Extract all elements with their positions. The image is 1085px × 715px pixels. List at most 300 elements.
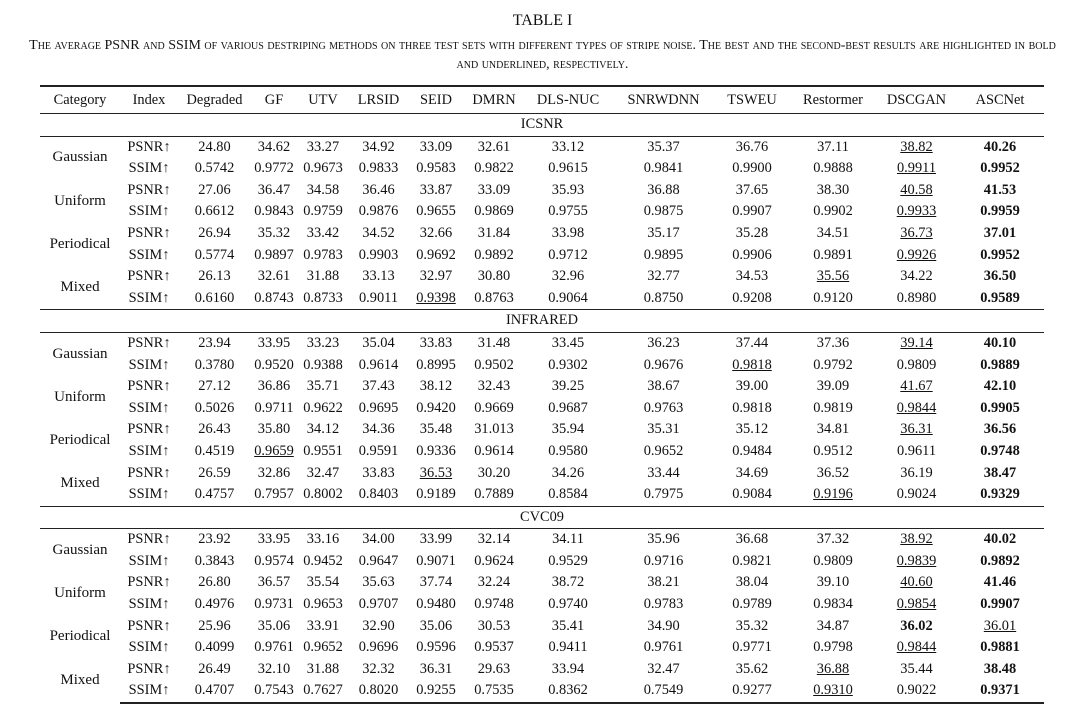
value-cell: 0.9903 [358,246,399,263]
section-title: ICSNR [40,114,1044,137]
table-row [40,223,1044,245]
table-row [40,463,1044,485]
value-cell [956,594,1044,616]
best-value: 36.50 [983,268,1017,285]
column-header: GF [264,92,284,108]
best-value: 0.9959 [980,203,1020,220]
value-cell [956,616,1044,638]
value-cell: 0.9676 [643,356,684,373]
best-value: 0.9952 [980,246,1020,263]
column-header: DSCGAN [886,92,947,108]
table-row [40,441,1044,463]
value-cell: 35.93 [551,181,585,198]
category-cell: Gaussian [52,345,108,362]
value-cell: 33.87 [419,181,453,198]
value-cell: 33.12 [551,138,585,155]
table-row [40,376,1044,398]
value-cell [956,288,1044,310]
table-row [40,245,1044,267]
value-cell: 0.8733 [303,289,343,306]
value-cell: 34.90 [647,617,680,634]
best-value: 0.9889 [980,356,1020,373]
table-row [40,551,1044,573]
value-cell [877,136,956,158]
value-cell [956,419,1044,441]
best-value: 42.10 [983,378,1017,395]
table-row [40,637,1044,659]
best-value: 0.9329 [980,486,1020,503]
value-cell: 0.9529 [548,552,588,569]
column-header: UTV [308,92,338,108]
value-cell: 34.69 [735,464,769,481]
value-cell: 26.43 [198,421,231,438]
value-cell: 35.12 [735,421,769,438]
index-cell: PSNR↑ [127,224,171,241]
value-cell: 0.7535 [464,680,524,703]
best-value: 40.02 [983,531,1017,548]
value-cell: 0.4976 [194,596,235,613]
value-cell: 0.9907 [732,203,772,220]
best-value: 41.53 [983,181,1017,198]
second-best-value: 0.9926 [896,246,937,263]
value-cell: 26.80 [198,574,231,591]
column-header: DMRN [472,92,516,108]
value-cell: 33.83 [419,334,453,351]
value-cell: 0.9208 [732,289,772,306]
value-cell: 0.9655 [416,203,456,220]
value-cell: 0.9761 [643,639,684,656]
value-cell: 0.6612 [194,203,235,220]
value-cell: 34.81 [816,421,850,438]
value-cell: 37.44 [735,334,769,351]
category-cell: Gaussian [52,542,108,559]
column-header: TSWEU [727,92,777,108]
value-cell: 30.53 [477,617,511,634]
table-caption: The average PSNR and SSIM of various destriping methods on three test sets with different types of stripe noise. The best and the second-best results are highlighted in bold and underlined, respectively. [29,38,1056,72]
value-cell: 0.9502 [474,356,514,373]
value-cell: 0.9875 [643,203,684,220]
value-cell: 32.61 [257,268,291,285]
value-cell: 0.9792 [813,356,853,373]
second-best-value: 36.31 [900,421,933,438]
value-cell: 0.9834 [813,596,853,613]
index-cell: SSIM↑ [128,639,170,656]
second-best-value: 0.9933 [896,203,937,220]
value-cell: 37.65 [735,181,769,198]
value-cell: 35.48 [419,421,453,438]
best-value: 38.48 [983,660,1017,677]
value-cell: 0.9731 [254,596,294,613]
second-best-value: 0.9398 [416,289,456,306]
value-cell: 0.8020 [349,680,408,703]
value-cell: 23.94 [198,334,231,351]
value-cell: 0.9771 [732,639,772,656]
value-cell: 0.9707 [358,596,399,613]
second-best-value: 39.14 [900,334,933,351]
category-cell: Mixed [60,475,100,492]
best-value: 0.9748 [980,442,1020,459]
value-cell [408,288,464,310]
value-cell: 0.9512 [813,442,853,459]
value-cell: 36.57 [257,574,291,591]
value-cell: 38.04 [735,574,769,591]
value-cell: 0.9755 [548,203,588,220]
value-cell: 0.8995 [416,356,456,373]
value-cell: 35.17 [647,224,680,241]
value-cell [251,441,297,463]
value-cell: 0.9740 [548,596,588,613]
best-value: 36.02 [900,617,933,634]
value-cell [956,529,1044,551]
value-cell: 35.41 [551,617,585,634]
second-best-value: 36.88 [816,660,850,677]
column-header: ASCNet [975,92,1025,108]
value-cell: 0.9596 [416,639,456,656]
value-cell: 34.53 [735,268,769,285]
value-cell: 0.4519 [194,442,235,459]
category-cell: Uniform [54,585,106,602]
value-cell: 0.7889 [474,486,514,503]
value-cell [956,551,1044,573]
value-cell: 0.9022 [877,680,956,703]
best-value: 41.46 [983,574,1017,591]
value-cell [956,223,1044,245]
value-cell: 33.27 [306,138,340,155]
category-cell: Uniform [54,192,106,209]
value-cell [956,245,1044,267]
value-cell: 24.80 [198,138,231,155]
index-cell: PSNR↑ [127,617,171,634]
value-cell: 34.22 [900,268,933,285]
table-row [40,180,1044,202]
value-cell [877,398,956,420]
value-cell [956,332,1044,354]
second-best-value: 35.56 [816,268,850,285]
value-cell: 0.9789 [732,596,772,613]
category-cell: Mixed [60,278,100,295]
value-cell [956,376,1044,398]
value-cell: 34.26 [551,464,585,481]
value-cell: 0.7543 [251,680,297,703]
value-cell: 26.49 [198,660,231,677]
value-cell [877,376,956,398]
value-cell: 25.96 [198,617,231,634]
value-cell: 38.30 [816,181,850,198]
value-cell: 36.86 [257,378,291,395]
table-row [40,659,1044,681]
value-cell: 34.87 [816,617,850,634]
value-cell: 0.9692 [416,246,456,263]
value-cell [956,572,1044,594]
value-cell: 34.92 [362,138,395,155]
value-cell: 32.24 [477,574,511,591]
value-cell: 0.9611 [896,442,937,459]
index-cell: PSNR↑ [127,378,171,395]
index-cell: SSIM↑ [128,442,170,459]
value-cell: 33.09 [477,181,511,198]
category-cell: Periodical [49,432,111,449]
value-cell: 0.6160 [194,289,235,306]
value-cell: 0.9712 [548,246,588,263]
value-cell: 35.32 [257,224,291,241]
second-best-value: 0.9310 [813,682,853,699]
table-row [40,201,1044,223]
value-cell: 0.7975 [643,486,684,503]
value-cell: 32.86 [257,464,291,481]
value-cell: 31.84 [477,224,511,241]
value-cell [956,441,1044,463]
table-row [40,158,1044,180]
value-cell: 0.5026 [194,399,235,416]
value-cell: 0.9652 [643,442,684,459]
value-cell: 0.9833 [358,160,399,177]
value-cell: 32.61 [477,138,511,155]
value-cell: 0.5742 [194,160,235,177]
value-cell: 0.8403 [358,486,399,503]
value-cell: 0.7957 [254,486,294,503]
value-cell: 26.59 [198,464,231,481]
column-header: DLS-NUC [536,92,600,108]
value-cell: 0.9420 [416,399,456,416]
value-cell: 0.9336 [416,442,456,459]
value-cell: 0.9673 [303,160,343,177]
category-cell: Periodical [49,235,111,252]
index-cell: SSIM↑ [128,486,170,503]
value-cell [877,201,956,223]
value-cell: 39.25 [551,378,585,395]
value-cell: 0.9891 [813,246,853,263]
value-cell: 35.04 [362,334,395,351]
value-cell: 0.4707 [178,680,251,703]
value-cell: 36.52 [816,464,850,481]
value-cell [956,158,1044,180]
value-cell: 0.9809 [896,356,937,373]
index-cell: SSIM↑ [128,596,170,613]
value-cell: 0.9551 [303,442,343,459]
value-cell: 0.9772 [254,160,294,177]
section-title: INFRARED [40,310,1044,333]
table-row [40,355,1044,377]
value-cell: 32.47 [647,660,680,677]
value-cell: 38.12 [419,378,453,395]
value-cell: 36.68 [735,531,769,548]
table-row [40,398,1044,420]
value-cell: 0.3780 [194,356,235,373]
value-cell: 0.8750 [643,289,684,306]
table-row [40,616,1044,638]
section-cvc09 [40,506,1044,703]
value-cell: 33.91 [306,617,340,634]
best-value: 0.9907 [980,596,1020,613]
value-cell: 35.71 [306,378,340,395]
value-cell: 27.06 [198,181,231,198]
value-cell: 36.23 [647,334,680,351]
value-cell: 0.9783 [303,246,343,263]
value-cell: 0.9821 [732,552,772,569]
value-cell: 33.98 [551,224,585,241]
value-cell [956,136,1044,158]
value-cell [956,398,1044,420]
value-cell: 0.9622 [303,399,343,416]
value-cell [956,266,1044,288]
value-cell: 35.80 [257,421,291,438]
value-cell [877,158,956,180]
best-value: 0.9905 [980,399,1020,416]
column-header: Restormer [803,92,863,108]
index-cell: PSNR↑ [127,181,171,198]
second-best-value: 38.82 [900,138,933,155]
value-cell: 34.51 [816,224,850,241]
value-cell: 0.9452 [303,552,343,569]
index-cell: SSIM↑ [128,203,170,220]
value-cell [877,637,956,659]
value-cell: 38.72 [551,574,585,591]
category-cell: Uniform [54,388,106,405]
value-cell [877,529,956,551]
value-cell: 38.21 [647,574,680,591]
value-cell: 31.013 [474,421,514,438]
value-cell: 0.7627 [297,680,349,703]
header-row [40,86,1044,114]
value-cell: 0.9818 [732,399,772,416]
value-cell: 34.12 [306,421,340,438]
value-cell: 35.63 [362,574,395,591]
section-header-row [40,310,1044,333]
value-cell [789,659,877,681]
value-cell: 33.95 [257,334,291,351]
value-cell: 0.9614 [474,442,514,459]
value-cell [408,463,464,485]
value-cell: 36.19 [900,464,933,481]
value-cell: 34.36 [362,421,395,438]
second-best-value: 36.73 [900,224,933,241]
value-cell [877,419,956,441]
table-row [40,266,1044,288]
value-cell: 37.74 [419,574,453,591]
value-cell: 32.97 [419,268,453,285]
second-best-value: 40.60 [900,574,933,591]
best-value: 0.9589 [980,289,1020,306]
value-cell: 36.46 [362,181,395,198]
index-cell: PSNR↑ [127,138,171,155]
value-cell: 0.9591 [358,442,399,459]
value-cell: 33.09 [419,138,453,155]
value-cell: 0.9843 [254,203,294,220]
value-cell: 34.58 [306,181,340,198]
value-cell: 0.9084 [732,486,772,503]
value-cell: 29.63 [477,660,511,677]
results-table [40,85,1044,704]
value-cell: 0.9696 [358,639,399,656]
table-row [40,136,1044,158]
value-cell: 0.9892 [474,246,514,263]
section-header-row [40,114,1044,137]
second-best-value: 0.9659 [254,442,294,459]
value-cell [789,266,877,288]
value-cell: 0.9716 [643,552,684,569]
value-cell: 35.32 [735,617,769,634]
value-cell [956,637,1044,659]
table-row [40,419,1044,441]
value-cell: 35.28 [735,224,769,241]
value-cell: 0.9822 [474,160,514,177]
value-cell: 0.9388 [303,356,343,373]
index-cell: PSNR↑ [127,660,171,677]
value-cell: 34.11 [552,531,584,548]
second-best-value: 0.9818 [732,356,772,373]
best-value: 40.10 [983,334,1017,351]
section-title: CVC09 [40,506,1044,529]
index-cell: SSIM↑ [128,160,170,177]
value-cell: 0.9647 [358,552,399,569]
value-cell [956,680,1044,703]
value-cell: 32.96 [551,268,585,285]
value-cell: 0.9869 [474,203,514,220]
value-cell: 0.9761 [254,639,294,656]
value-cell: 0.9783 [643,596,684,613]
index-cell: PSNR↑ [127,531,171,548]
value-cell: 0.3843 [194,552,235,569]
value-cell: 33.99 [419,531,453,548]
value-cell: 32.14 [477,531,511,548]
value-cell: 33.16 [306,531,340,548]
best-value: 37.01 [983,224,1017,241]
value-cell: 0.9255 [408,680,464,703]
value-cell: 0.9798 [813,639,853,656]
value-cell: 33.42 [306,224,340,241]
value-cell: 32.47 [306,464,340,481]
value-cell [956,484,1044,506]
value-cell: 0.9580 [548,442,588,459]
value-cell [877,245,956,267]
column-header: Category [53,92,107,108]
value-cell: 36.88 [647,181,680,198]
value-cell: 35.44 [900,660,933,677]
value-cell: 0.8002 [303,486,343,503]
value-cell: 0.9574 [254,552,294,569]
second-best-value: 41.67 [900,378,933,395]
value-cell: 34.52 [362,224,395,241]
value-cell: 37.43 [362,378,395,395]
best-value: 0.9892 [980,552,1020,569]
value-cell: 35.06 [419,617,453,634]
column-header: Index [132,92,166,108]
value-cell: 35.54 [306,574,340,591]
value-cell [877,223,956,245]
value-cell: 35.94 [551,421,585,438]
value-cell: 33.23 [306,334,340,351]
second-best-value: 40.58 [900,181,933,198]
second-best-value: 38.92 [900,531,933,548]
value-cell: 0.9711 [254,399,294,416]
value-cell: 31.88 [306,660,340,677]
value-cell: 36.47 [257,181,291,198]
second-best-value: 36.01 [983,617,1017,634]
best-value: 0.9881 [980,639,1020,656]
value-cell: 35.62 [735,660,769,677]
value-cell: 0.5774 [194,246,235,263]
value-cell: 36.31 [419,660,453,677]
value-cell: 0.9614 [358,356,399,373]
value-cell: 37.36 [816,334,850,351]
value-cell: 35.96 [647,531,680,548]
value-cell: 0.9906 [732,246,772,263]
value-cell: 0.7549 [612,680,715,703]
value-cell: 0.9277 [715,680,789,703]
table-row [40,572,1044,594]
value-cell: 35.31 [647,421,680,438]
table-row [40,529,1044,551]
